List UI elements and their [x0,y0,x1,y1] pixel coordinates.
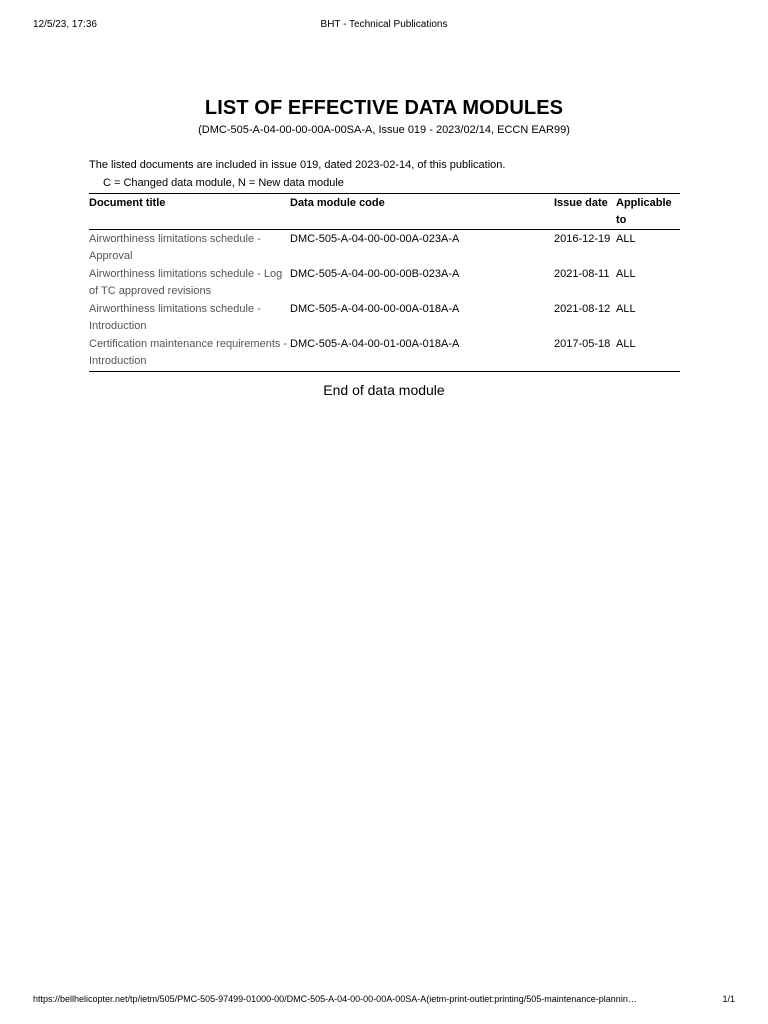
header-data-module-code: Data module code [290,194,554,230]
row-code: DMC-505-A-04-00-00-00A-023A-A [290,233,460,245]
row-code: DMC-505-A-04-00-01-00A-018A-A [290,336,554,372]
print-site-title: BHT - Technical Publications [320,19,448,30]
legend-text: C = Changed data module, N = New data module [103,177,344,189]
table-row [89,301,680,336]
table-row [89,230,680,267]
header-document-title: Document title [89,194,290,230]
print-header [33,18,735,32]
page-title: LIST OF EFFECTIVE DATA MODULES [204,97,564,119]
row-issue-date: 2021-08-11 [554,268,610,280]
print-footer [33,992,735,1006]
row-issue-date: 2021-08-12 [554,303,611,315]
row-title-link[interactable]: Certification maintenance requirements - Introduction [89,336,290,372]
row-issue-date: 2017-05-18 [554,336,616,372]
row-title-link[interactable]: Airworthiness limitations schedule - Approval [89,233,261,262]
row-issue-date: 2016-12-19 [554,233,611,245]
row-code: DMC-505-A-04-00-00-00B-023A-A [290,268,460,280]
data-modules-table [89,193,680,372]
intro-text: The listed documents are included in issue 019, dated 2023-02-14, of this publication. [89,159,506,171]
row-applicable: ALL [616,303,636,315]
row-applicable: ALL [616,233,636,245]
row-title-link[interactable]: Airworthiness limitations schedule - Introduction [89,303,261,332]
table-row [89,336,680,372]
print-date-time: 12/5/23, 17:36 [33,19,97,30]
header-applicable-to: Applicable to [616,194,680,230]
header-issue-date: Issue date [554,194,616,230]
row-applicable: ALL [616,336,680,372]
table-row [89,266,680,301]
page-number: 1/1 [722,994,735,1004]
table-header-row [89,194,680,230]
page-subtitle: (DMC-505-A-04-00-00-00A-00SA-A, Issue 019 - 2023/02/14, ECCN EAR99) [198,124,570,136]
row-code: DMC-505-A-04-00-00-00A-018A-A [290,303,460,315]
end-of-module-text: End of data module [323,382,445,398]
row-applicable: ALL [616,268,636,280]
print-url: https://bellhelicopter.net/tp/ietm/505/PMC-505-97499-01000-00/DMC-505-A-04-00-00-00A-00SA-A(ietm-print-outlet:printing/505-maintenance-plannin… [33,994,637,1004]
row-title-link[interactable]: Airworthiness limitations schedule - Log of TC approved revisions [89,268,283,297]
